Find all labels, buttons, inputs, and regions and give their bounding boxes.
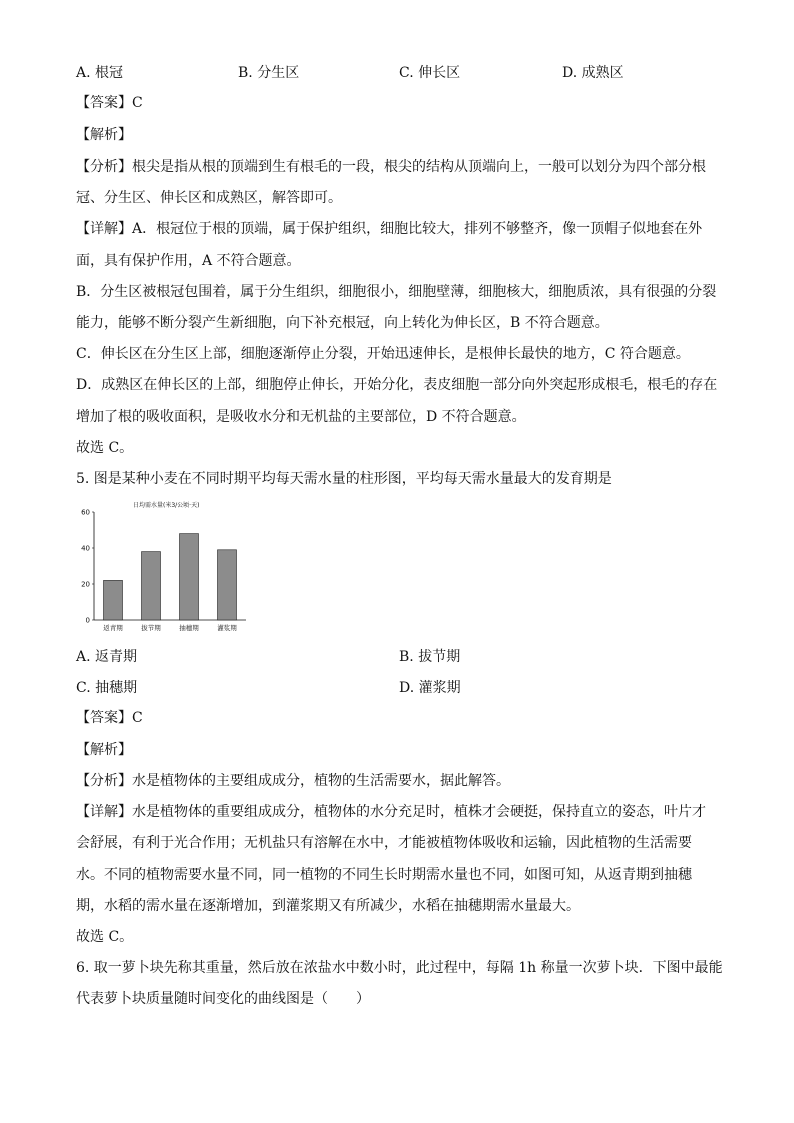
chart-y-tick-label: 20 (81, 580, 90, 589)
q5-detail-line-2: 会舒展，有利于光合作用；无机盐只有溶解在水中，才能被植物体吸收和运输，因此植物的生活需要 (76, 835, 692, 851)
chart-bar (218, 550, 237, 620)
q5-detail-line-3: 水。不同的植物需要水量不同，同一植物的不同生长时期需水量也不同，如图可知，从返青期到抽穗 (76, 867, 692, 883)
q6-question-line-1: 6. 取一萝卜块先称其重量，然后放在浓盐水中数小时，此过程中，每隔 1h 称量一次萝卜块．下图中最能 (76, 960, 723, 976)
q5-option-c: C. 抽穗期 (76, 680, 138, 696)
chart-x-label: 返青期 (103, 624, 123, 632)
q4-answer: 【答案】C (76, 95, 143, 111)
chart-title: 日均需水量(米3/公顷·天) (133, 502, 200, 509)
chart-x-label: 灌浆期 (217, 624, 237, 632)
q4-detail-line-2: 面，具有保护作用，A 不符合题意。 (76, 253, 301, 269)
chart-y-tick-label: 40 (81, 544, 90, 553)
q5-conclusion: 故选 C。 (76, 929, 134, 945)
chart-x-labels (103, 623, 237, 632)
q5-option-b: B. 拔节期 (399, 649, 461, 665)
q5-answer: 【答案】C (76, 710, 143, 726)
q4-option-c: C. 伸长区 (399, 65, 461, 81)
chart-bar (142, 552, 161, 620)
q4-detail-line-1: 【详解】A．根冠位于根的顶端，属于保护组织，细胞比较大，排列不够整齐，像一顶帽子似地套在外 (76, 221, 703, 237)
q5-option-a: A. 返青期 (76, 649, 138, 665)
chart-bar (180, 534, 199, 620)
chart-x-label: 抽穗期 (179, 624, 199, 632)
q6-question-line-2: 代表萝卜块质量随时间变化的曲线图是（ ） (76, 991, 370, 1007)
q4-detail-line-6: D．成熟区在伸长区的上部，细胞停止伸长，开始分化，表皮细胞一部分向外突起形成根毛，根毛的存在 (76, 377, 718, 393)
q4-detail-line-4: 能力，能够不断分裂产生新细胞，向下补充根冠，向上转化为伸长区，B 不符合题意。 (76, 315, 609, 331)
q5-option-d: D. 灌浆期 (399, 680, 461, 696)
chart-bar (104, 580, 123, 620)
q4-conclusion: 故选 C。 (76, 440, 134, 456)
q5-question: 5. 图是某种小麦在不同时期平均每天需水量的柱形图，平均每天需水量最大的发育期是 (76, 471, 612, 487)
q4-detail-line-7: 增加了根的吸收面积，是吸收水分和无机盐的主要部位，D 不符合题意。 (76, 409, 526, 425)
chart-y-ticks (81, 509, 94, 625)
q5-detail-line-1: 【详解】水是植物体的重要组成成分，植物体的水分充足时，植株才会硬挺，保持直立的姿态，叶片才 (76, 804, 706, 820)
chart-y-tick-label: 60 (81, 508, 90, 517)
q5-detail-line-4: 期，水稻的需水量在逐渐增加，到灌浆期又有所减少，水稻在抽穗期需水量最大。 (76, 898, 580, 914)
q4-option-b: B. 分生区 (238, 65, 300, 81)
q4-detail-line-5: C．伸长区在分生区上部，细胞逐渐停止分裂，开始迅速伸长，是根伸长最快的地方，C 符合题意。 (76, 346, 690, 362)
q5-bar-chart (76, 494, 266, 640)
q4-detail-line-3: B．分生区被根冠包围着，属于分生组织，细胞很小，细胞壁薄，细胞核大，细胞质浓，具有很强的分裂 (76, 284, 717, 300)
q4-option-d: D. 成熟区 (562, 65, 624, 81)
chart-bars (104, 534, 237, 620)
chart-x-label: 拔节期 (141, 624, 161, 632)
q5-analysis-line: 【分析】水是植物体的主要组成成分，植物的生活需要水，据此解答。 (76, 773, 510, 789)
q5-analysis-heading: 【解析】 (76, 742, 132, 758)
chart-y-tick-label: 0 (85, 616, 90, 625)
q4-analysis-line-1: 【分析】根尖是指从根的顶端到生有根毛的一段，根尖的结构从顶端向上，一般可以划分为四个部分根 (76, 159, 706, 175)
q4-analysis-line-2: 冠、分生区、伸长区和成熟区，解答即可。 (76, 190, 342, 206)
q4-analysis-heading: 【解析】 (76, 127, 132, 143)
q4-option-a: A. 根冠 (76, 65, 124, 81)
